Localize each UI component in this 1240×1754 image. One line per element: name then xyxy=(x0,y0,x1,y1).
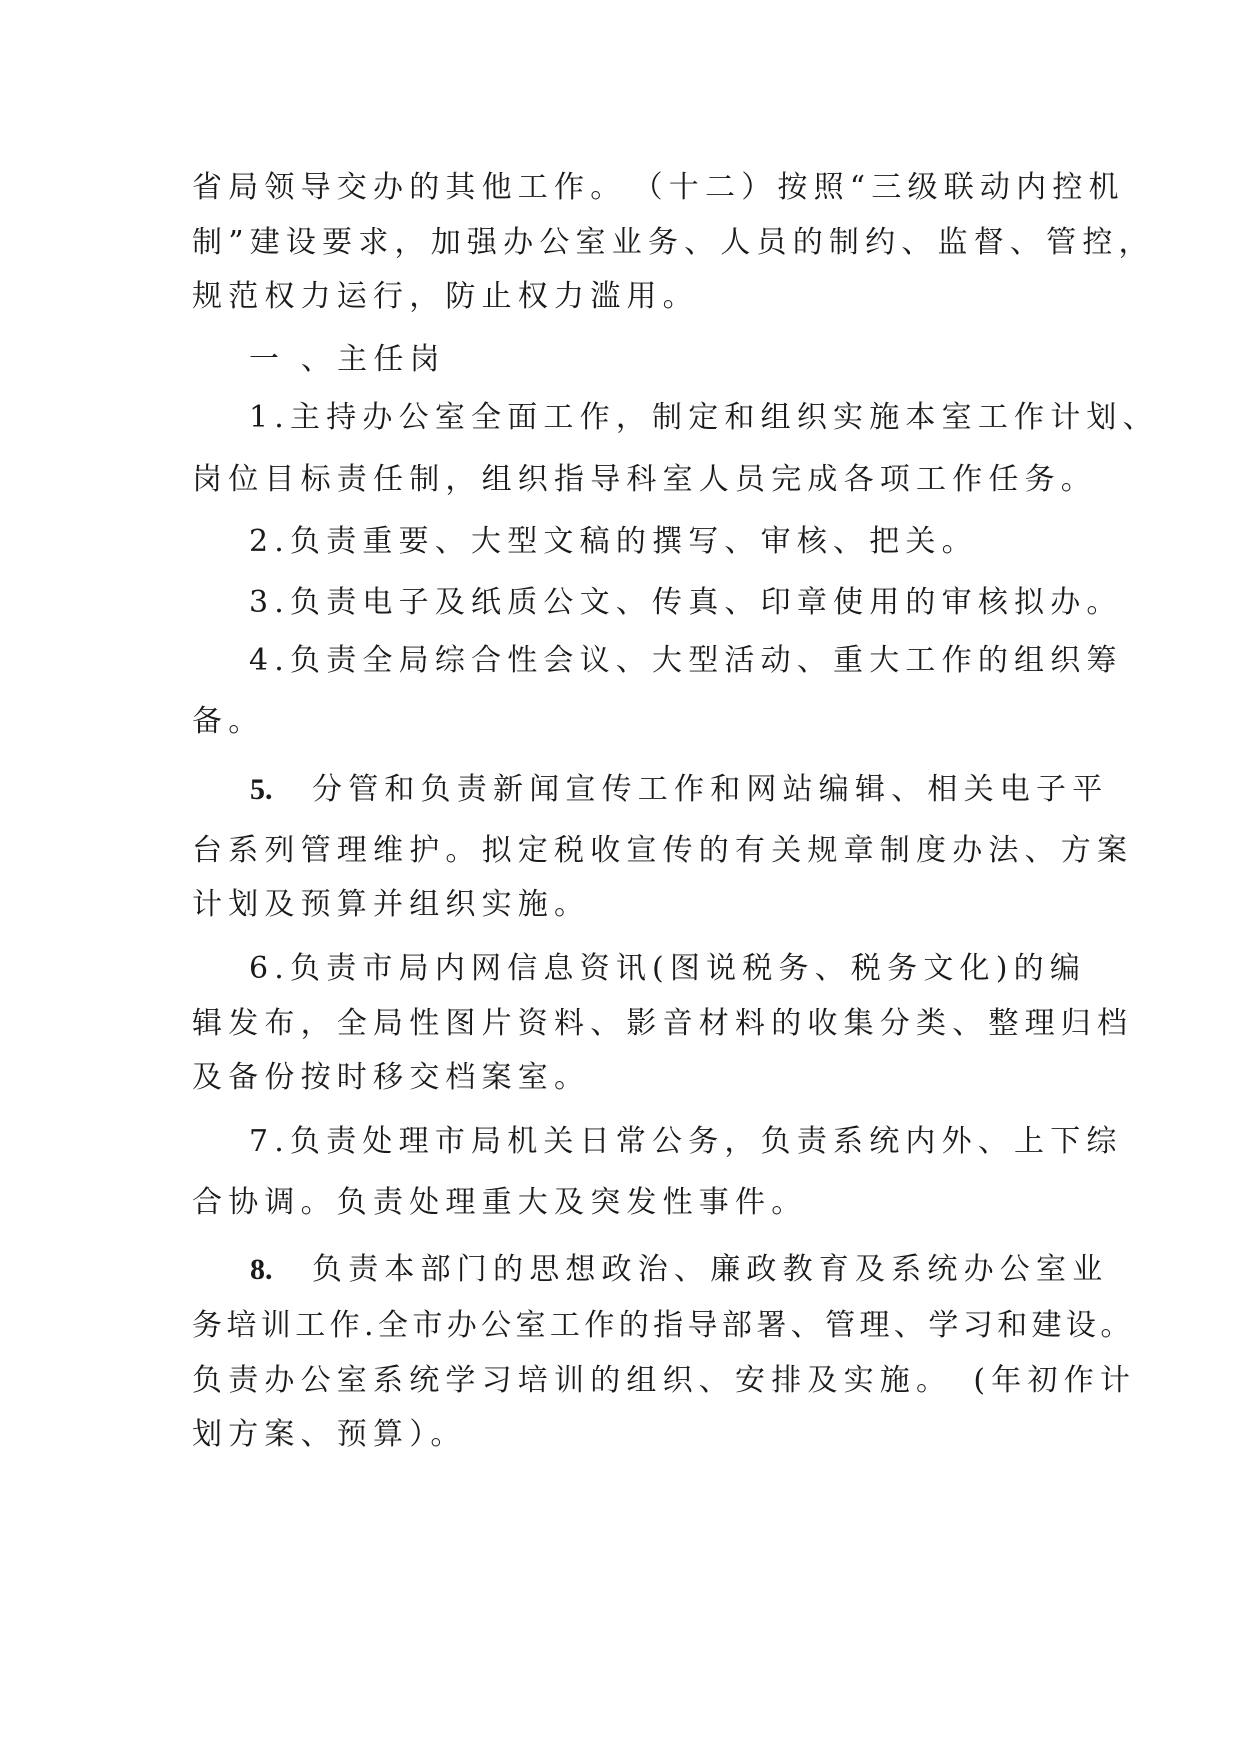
text-line: 负责办公室系统学习培训的组织、安排及实施。 (年初作计 xyxy=(192,1363,1137,1398)
text-line: 及备份按时移交档案室。 xyxy=(192,1060,591,1095)
text-line: 合协调。负责处理重大及突发性事件。 xyxy=(192,1185,808,1220)
text-line: 划方案、预算）。 xyxy=(192,1417,467,1452)
text-line: 规范权力运行，防止权力滥用。 xyxy=(192,279,699,314)
text-line: 台系列管理维护。拟定税收宣传的有关规章制度办法、方案 xyxy=(192,833,1134,868)
section-heading: 一 、主任岗 xyxy=(249,342,446,377)
text-line: 省局领导交办的其他工作。 （十二）按照“三级联动内控机 xyxy=(192,170,1125,205)
text-line: 1.主持办公室全面工作，制定和组织实施本室工作计划、 xyxy=(249,400,1159,435)
item-number: 5. xyxy=(250,773,273,806)
item-number: 8. xyxy=(250,1253,273,1286)
text-line: 务培训工作.全市办公室工作的指导部署、管理、学习和建设。 xyxy=(192,1308,1135,1343)
text-line: 备。 xyxy=(192,704,265,739)
text-line: 岗位目标责任制，组织指导科室人员完成各项工作任务。 xyxy=(192,462,1097,497)
text-line-body: 负责本部门的思想政治、廉政教育及系统办公室业 xyxy=(312,1252,1109,1287)
text-line xyxy=(0,770,1240,810)
text-line: 制”建设要求，加强办公室业务、人员的制约、监督、管控， xyxy=(192,225,1155,260)
text-line: 3.负责电子及纸质公文、传真、印章使用的审核拟办。 xyxy=(249,585,1123,620)
text-line-body: 分管和负责新闻宣传工作和网站编辑、相关电子平 xyxy=(312,772,1109,807)
text-line: 4.负责全局综合性会议、大型活动、重大工作的组织筹 xyxy=(249,643,1123,678)
text-line xyxy=(0,1250,1240,1290)
text-line: 2.负责重要、大型文稿的撰写、审核、把关。 xyxy=(249,524,978,559)
text-line: 7.负责处理市局机关日常公务，负责系统内外、上下综 xyxy=(249,1124,1123,1159)
text-line: 辑发布，全局性图片资料、影音材料的收集分类、整理归档 xyxy=(192,1006,1134,1041)
text-line: 计划及预算并组织实施。 xyxy=(192,887,591,922)
text-line: 6.负责市局内网信息资讯(图说税务、税务文化)的编 xyxy=(249,951,1087,986)
